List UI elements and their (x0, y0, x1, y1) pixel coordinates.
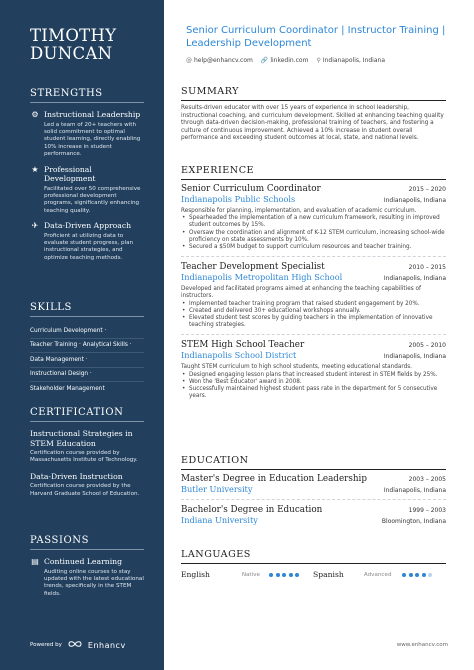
degree: Bachelor's Degree in Education (181, 505, 323, 515)
strength-title: Professional Development (44, 164, 96, 184)
divider (181, 256, 446, 257)
rating-dot (295, 573, 299, 577)
job-company: Indianapolis School District (181, 350, 297, 361)
rating-dot (289, 573, 293, 577)
strength-item (30, 165, 144, 216)
job-title: STEM High School Teacher (181, 340, 305, 351)
strength-desc: Led a team of 20+ teachers with solid commitment to optimal student learning, directly enabling 10% increase in student performance. (44, 121, 141, 158)
last-name: DUNCAN (30, 44, 113, 63)
job-desc: Developed and facilitated programs aimed at enhancing the teaching capabilities of instructors. (181, 286, 421, 300)
education-list (181, 474, 446, 525)
school: Butler University (181, 484, 253, 494)
education-location: Bloomington, Indiana (381, 518, 446, 525)
rating-dot (276, 573, 280, 577)
skill-item: Data Management (30, 356, 84, 363)
skill-item: Teacher Training (30, 342, 78, 348)
job-bullet: • Oversaw the coordination and alignment of K-12 STEM curriculum, increasing school-wide proficiency on state assessments by 10%. (181, 230, 446, 244)
skill-row (30, 382, 144, 396)
education-dates: 2003 – 2005 (408, 476, 446, 483)
rating-dot (422, 573, 426, 577)
location-text: Indianapolis, Indiana (322, 57, 386, 64)
job-bullets (181, 372, 446, 401)
experience-title: EXPERIENCE (181, 165, 446, 180)
strength-item (30, 110, 144, 159)
languages-list (181, 570, 446, 579)
rating-dot (415, 573, 419, 577)
rating-dot (428, 573, 432, 577)
rating-dot (402, 573, 406, 577)
job-title: Senior Curriculum Coordinator (181, 184, 321, 194)
skill-row: Data Management · (30, 353, 144, 368)
strength-title: Instructional Leadership (44, 110, 141, 119)
summary-text: Results-driven educator with over 15 years of experience in school leadership, instructional coaching, and curriculum development. Skilled at enhancing teaching quality through data-driven decision-making, professional training of teachers, and fostering a culture of continuous improvement. Achieved a 10% increase in student overall performance and exceeding student outcomes at local, state, and national levels. (181, 105, 444, 142)
skills-title: SKILLS (30, 302, 144, 317)
certification-section (30, 407, 144, 505)
education-item (181, 474, 446, 494)
job-company: Indianapolis Public Schools (181, 194, 296, 204)
skill-row: Instructional Design · (30, 368, 144, 383)
languages-row (181, 570, 446, 579)
skill-item: Curriculum Development (30, 327, 103, 334)
education-item (181, 505, 446, 525)
job-bullet: • Secured a $50M budget to support curriculum resources and teacher training. (181, 244, 446, 251)
first-name: TIMOTHY (30, 26, 117, 45)
skill-item: Stakeholder Management (30, 385, 105, 392)
language-rating (402, 573, 432, 577)
powered-by (30, 640, 126, 650)
certification-desc: Certification course provided by Massachusetts Institute of Technology. (30, 450, 138, 464)
passions-title: PASSIONS (30, 535, 144, 550)
enhancv-logo-icon (68, 640, 82, 650)
job-bullet: • Spearheaded the implementation of a new curriculum framework, resulting in improved student outcomes by 15%. (181, 215, 446, 229)
certification-title: CERTIFICATION (30, 407, 144, 422)
education-title: EDUCATION (181, 455, 446, 470)
at-icon: @ (186, 57, 192, 64)
strength-item (30, 221, 144, 262)
rating-dot (269, 573, 273, 577)
plane-icon: ✈ (31, 221, 39, 231)
email-contact[interactable] (186, 57, 253, 64)
candidate-name (30, 27, 160, 63)
brand-name: Enhancv (87, 640, 126, 650)
star-icon: ★ (31, 164, 39, 174)
job-company: Indianapolis Metropolitan High School (181, 272, 343, 283)
divider (181, 499, 446, 500)
degree: Master's Degree in Education Leadership (181, 474, 367, 484)
language-rating (269, 573, 299, 577)
job-location: Indianapolis, Indiana (383, 197, 446, 204)
language-level: Native (241, 571, 260, 578)
summary-title: SUMMARY (181, 86, 446, 101)
job-bullet: • Created and delivered 30+ educational workshops annually. (181, 308, 446, 315)
rating-dot (282, 573, 286, 577)
footer-url[interactable]: www.enhancv.com (396, 642, 448, 648)
strengths-title: STRENGTHS (30, 88, 144, 103)
passion-desc: Auditing online courses to stay updated with the latest educational trends, specifically in the STEM fields. (44, 568, 144, 597)
job-bullet: • Elevated student test scores by guiding teachers in the implementation of innovative teaching strategies. (181, 315, 446, 329)
powered-by-label: Powered by (30, 642, 62, 648)
email-text: help@enhancv.com (194, 57, 253, 64)
job-bullet: • Successfully maintained highest student pass rate in the department for 5 consecutive years. (181, 386, 446, 400)
strength-desc: Proficient at utilizing data to evaluate student progress, plan instructional strategies, and optimize teaching methods. (44, 232, 134, 261)
job-bullet: • Designed engaging lesson plans that increased student interest in STEM fields by 25%. (181, 372, 446, 379)
strength-title: Data-Driven Approach (44, 221, 132, 231)
languages-title: LANGUAGES (181, 549, 446, 564)
job-dates: 2015 – 2020 (408, 186, 446, 193)
language-name: Spanish (313, 570, 344, 579)
skill-row: Teacher Training · Analytical Skills · (30, 339, 144, 354)
job-item (181, 184, 446, 251)
rating-dot (409, 573, 413, 577)
certification-name: Data-Driven Instruction (30, 471, 123, 481)
link-icon: 🔗 (260, 57, 269, 64)
job-desc: Taught STEM curriculum to high school students, meeting educational standards. (181, 364, 412, 371)
education-location: Indianapolis, Indiana (383, 487, 446, 494)
location-pin-icon: ⚲ (316, 57, 321, 64)
job-desc: Responsible for planning, implementation, and evaluation of academic curriculum. (181, 208, 417, 214)
certification-name: Instructional Strategies in STEM Education (30, 429, 133, 448)
job-title: Teacher Development Specialist (181, 262, 325, 273)
main-content (164, 0, 474, 670)
strength-desc: Facilitated over 50 comprehensive professional development programs, significantly enhancing teaching quality. (44, 185, 141, 214)
divider (181, 334, 446, 335)
job-bullet: • Won the 'Best Educator' award in 2008. (181, 379, 446, 386)
language-name: English (181, 570, 210, 579)
job-bullet: • Implemented teacher training program that raised student engagement by 20%. (181, 301, 446, 308)
job-item (181, 262, 446, 329)
education-dates: 1999 – 2003 (408, 507, 446, 514)
job-bullets (181, 301, 446, 330)
experience-list (181, 184, 446, 400)
linkedin-contact[interactable] (261, 57, 309, 64)
passion-title: Continued Learning (44, 557, 123, 566)
job-item (181, 340, 446, 400)
job-dates: 2005 – 2010 (408, 342, 446, 350)
gear-icon: ⚙ (31, 110, 39, 119)
job-location: Indianapolis, Indiana (383, 353, 446, 361)
language-level: Advanced (363, 571, 392, 578)
job-location: Indianapolis, Indiana (383, 275, 446, 283)
certification-desc: Certification course provided by the Harvard Graduate School of Education. (30, 483, 140, 497)
skill-item: Instructional Design (30, 371, 89, 377)
location-contact (316, 57, 385, 64)
skill-row: Curriculum Development · (30, 324, 144, 339)
book-icon: ▤ (31, 557, 39, 566)
skills-section (30, 302, 144, 396)
headline: Senior Curriculum Coordinator | Instructor Training | Leadership Development (186, 25, 446, 49)
skill-item: Analytical Skills (82, 342, 128, 348)
linkedin-text: linkedin.com (270, 57, 309, 64)
job-bullets (181, 215, 446, 251)
contact-bar (186, 57, 385, 64)
job-dates: 2010 – 2015 (408, 264, 446, 272)
passion-item (30, 557, 144, 598)
school: Indiana University (181, 515, 258, 525)
strengths-section (30, 88, 144, 268)
passions-section (30, 535, 144, 604)
sidebar (0, 0, 164, 670)
